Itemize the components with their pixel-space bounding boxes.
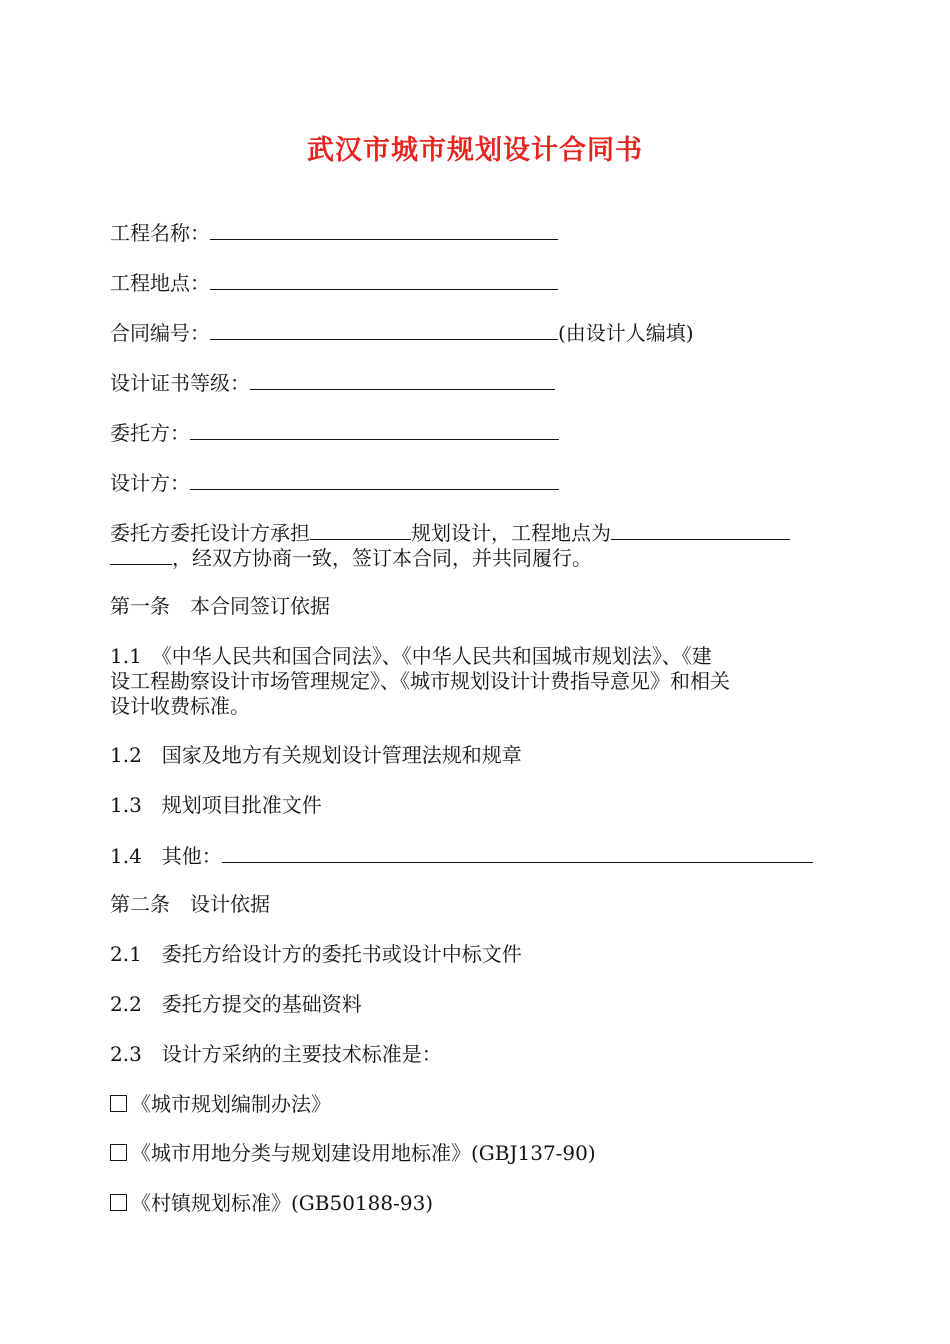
- field-label: 设计方：: [110, 471, 190, 495]
- item-2-1: 2.1 委托方给设计方的委托书或设计中标文件: [110, 942, 522, 966]
- field-label: 工程名称：: [110, 221, 210, 245]
- item-1-1-line-3: 设计收费标准。: [110, 694, 250, 718]
- field-project-name: [110, 219, 558, 246]
- intro-text: 委托方委托设计方承担: [110, 521, 310, 545]
- field-label: 委托方：: [110, 421, 190, 445]
- blank-line: [210, 319, 558, 340]
- intro-paragraph-line-1: [110, 519, 790, 546]
- item-1-4: [110, 842, 813, 869]
- field-designer: [110, 469, 559, 496]
- field-project-location: [110, 269, 558, 296]
- item-2-3: 2.3 设计方采纳的主要技术标准是：: [110, 1042, 442, 1066]
- field-certificate-grade: [110, 369, 555, 396]
- item-1-2: 1.2 国家及地方有关规划设计管理法规和规章: [110, 743, 522, 767]
- field-client: [110, 419, 559, 446]
- item-2-2: 2.2 委托方提交的基础资料: [110, 992, 362, 1016]
- standard-option-2[interactable]: [110, 1140, 596, 1166]
- blank-line: [611, 519, 790, 540]
- document-title: 武汉市城市规划设计合同书: [307, 135, 643, 166]
- blank-line: [190, 469, 559, 490]
- item-label: 1.4 其他：: [110, 844, 222, 868]
- blank-line: [210, 269, 558, 290]
- item-1-1-line-1: 1.1 《中华人民共和国合同法》、《中华人民共和国城市规划法》、《建: [110, 644, 712, 668]
- item-1-3: 1.3 规划项目批准文件: [110, 793, 322, 817]
- intro-text: ，经双方协商一致，签订本合同，并共同履行。: [172, 546, 592, 570]
- standard-label: 《城市规划编制办法》: [131, 1092, 331, 1116]
- field-label: 合同编号：: [110, 321, 210, 345]
- blank-line: [110, 544, 172, 565]
- standard-option-3[interactable]: [110, 1190, 433, 1216]
- article-2-heading: 第二条 设计依据: [110, 892, 270, 916]
- field-note: (由设计人编填): [558, 321, 694, 345]
- blank-line: [222, 842, 813, 863]
- standard-label: 《村镇规划标准》(GB50188-93): [131, 1191, 434, 1215]
- field-contract-number: [110, 319, 694, 346]
- blank-line: [310, 519, 411, 540]
- item-1-1-line-2: 设工程勘察设计市场管理规定》、《城市规划设计计费指导意见》和相关: [110, 669, 730, 693]
- blank-line: [210, 219, 558, 240]
- field-label: 设计证书等级：: [110, 371, 250, 395]
- blank-line: [190, 419, 559, 440]
- intro-text: 规划设计，工程地点为: [411, 521, 611, 545]
- standard-label: 《城市用地分类与规划建设用地标准》(GBJ137-90): [131, 1141, 596, 1165]
- field-label: 工程地点：: [110, 271, 210, 295]
- checkbox[interactable]: [110, 1194, 127, 1211]
- blank-line: [250, 369, 555, 390]
- intro-paragraph-line-2: [110, 544, 592, 571]
- article-1-heading: 第一条 本合同签订依据: [110, 594, 330, 618]
- checkbox[interactable]: [110, 1144, 127, 1161]
- standard-option-1[interactable]: [110, 1091, 331, 1117]
- checkbox[interactable]: [110, 1095, 127, 1112]
